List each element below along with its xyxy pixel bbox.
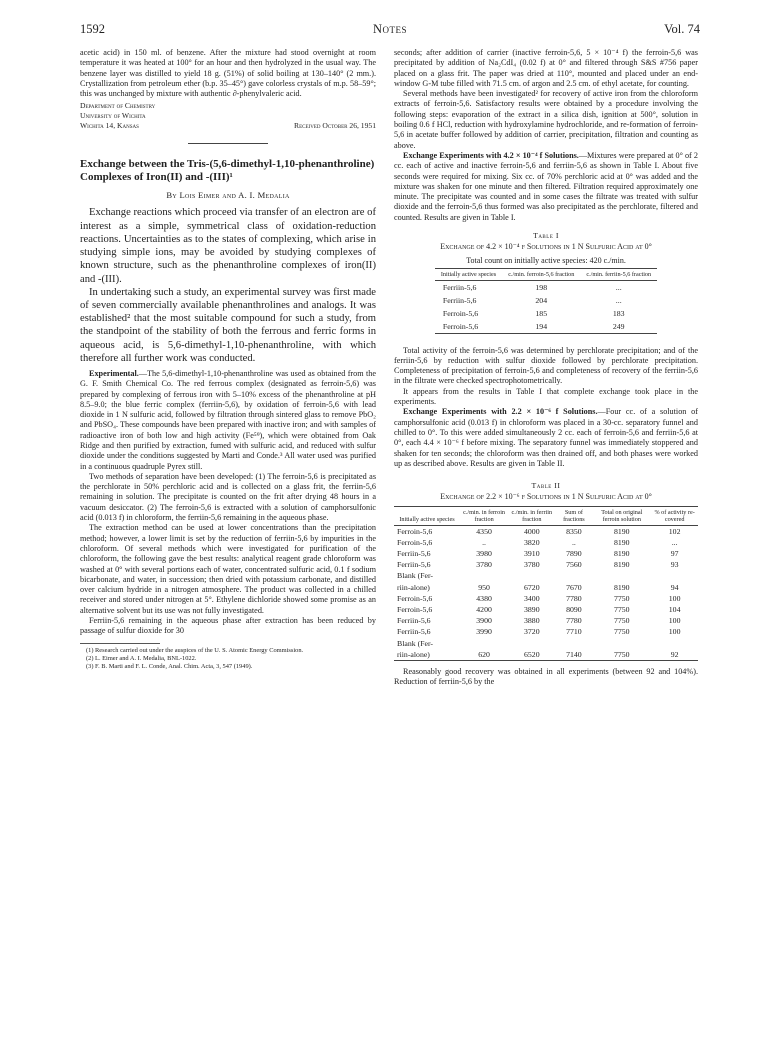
value-cell: 7560: [566, 560, 582, 570]
value-cell: 7750: [613, 593, 630, 603]
species-cell: Ferriin-5,6: [397, 616, 431, 626]
table-row: [394, 604, 698, 615]
value-cell: 7750: [613, 605, 630, 615]
value-cell: [592, 638, 651, 649]
value-cell: 7780: [566, 593, 582, 603]
column-header: Total on original ferroin solution: [592, 506, 651, 525]
value-cell: 94: [670, 582, 679, 592]
value-cell: 7710: [566, 627, 582, 637]
table-title: Exchange of 4.2 × 10⁻⁴ f Solutions in 1 N Sulfuric Acid at 0°: [440, 242, 652, 252]
column-header: % of activity re-covered: [651, 506, 698, 525]
value-cell: 3720: [524, 627, 540, 637]
species-cell: Ferriin-5,6: [397, 560, 431, 570]
volume-label: Vol. 74: [664, 22, 700, 36]
value-cell: [460, 638, 508, 649]
value-cell: 3900: [476, 616, 492, 626]
footnote: (2) L. Eimer and A. I. Medalia, BNL-1022.: [86, 654, 197, 662]
table-row: [394, 525, 698, 537]
species-cell: Ferroin-5,6: [397, 526, 433, 536]
right-column: [394, 48, 698, 688]
footnote: (3) F. B. Marti and F. L. Conde, Anal. Chim. Acta, 3, 547 (1949).: [86, 662, 253, 670]
value-cell: [592, 570, 651, 581]
table-row: [394, 615, 698, 626]
value-cell: 204: [535, 295, 548, 305]
value-cell: 100: [668, 593, 681, 603]
value-cell: ...: [615, 295, 622, 305]
paragraph: Two methods of separation have been developed: (1) The ferroin-5,6 is precipitated as the perchlorate in 50% perchloric acid and is collected on a glass frit, the ferriin-5,6 remaining in solution. The precipitate is counted on the frit after drying 48 hours in a vacuum desiccator. (2) The ferroin-5,6 is extracted with a solution of camphorsulfonic acid (0.013 f) in chloroform, the ferriin-5,6 remaining in the aqueous phase.: [80, 471, 376, 523]
value-cell: 950: [478, 582, 490, 592]
species-cell: Blank (Fer-: [397, 571, 434, 581]
section-divider: [188, 143, 268, 144]
table-row: [394, 626, 698, 637]
table-label: Table II: [531, 481, 561, 491]
address-row: [80, 121, 376, 131]
table-row: [394, 570, 698, 581]
value-cell: 93: [670, 560, 679, 570]
value-cell: 7750: [613, 616, 630, 626]
footnote: (1) Research carried out under the auspices of the U. S. Atomic Energy Commission.: [86, 646, 304, 654]
section-heading: Exchange Experiments with 2.2 × 10⁻⁶ f Solutions.: [403, 407, 598, 417]
table-row: [394, 593, 698, 604]
section-heading: Experimental.: [89, 368, 139, 378]
left-column: [80, 48, 376, 671]
table-row: [435, 307, 657, 320]
value-cell: 7890: [566, 549, 582, 559]
table-row: [435, 280, 657, 294]
value-cell: 7750: [613, 627, 630, 637]
value-cell: 3890: [524, 605, 540, 615]
value-cell: 4000: [524, 526, 540, 536]
value-cell: [555, 570, 592, 581]
table-row: [394, 537, 698, 548]
table-body: [394, 525, 698, 660]
paragraph: Several methods have been investigated² for recovery of active iron from the chloroform extracts of ferroin-5,6. Satisfactory results were obtained by a procedure involving the following steps: evaporation of the extract in a silica dish, ignition at 500°, solution in boiling 0.6 f HCl, reduction with hydroxylamine hydrochloride, and re-formation of ferroin-5,6 in acetate buffer followed by addition of carrier, precipitation, filtration and counting as above.: [394, 89, 698, 150]
value-cell: 185: [535, 308, 548, 318]
paragraph: acetic acid) in 150 ml. of benzene. After the mixture had stood overnight at room temperature it was heated at 100° for an hour and then hydrolyzed in the usual way. The benzene layer was distilled to yield 18 g. (51%) of solid boiling at 130–140° (2 mm.). Crystallization from petroleum ether (b.p. 35–45°) gave colorless crystals of m.p. 58–59°; this was unchanged by mixture with authentic ∂-phenylvaleric acid.: [80, 48, 376, 99]
paragraph-text: —Mixtures were prepared at 0° of 2 cc. each of active and inactive ferroin-5,6 and ferriin-5,6 as shown in Table I. About five seconds were required for mixing. Six cc. of 70% perchloric acid at 0° was added and the mixture was shaken for one minute and then filtered. Filtration required approximately one minute. The precipitate was counted and in some cases the filtrate was treated with sulfur dioxide and the ferroin-5,6 thus formed was also precipitated as the perchlorate, filtered and counted. Results are given in Table I.: [394, 150, 698, 222]
species-cell: Ferroin-5,6: [397, 537, 433, 547]
value-cell: 7670: [566, 582, 582, 592]
column-header: c./min. ferroin-5,6 fraction: [502, 268, 580, 280]
value-cell: 183: [612, 308, 625, 318]
value-cell: 3400: [524, 593, 540, 603]
value-cell: 100: [668, 627, 681, 637]
article-title: Exchange between the Tris-(5,6-dimethyl-1,10-phenanthroline) Complexes of Iron(II) and -(III)¹: [80, 158, 375, 184]
value-cell: [651, 570, 698, 581]
table-row: [394, 649, 698, 661]
value-cell: 6520: [524, 649, 540, 659]
table-row: [394, 548, 698, 559]
value-cell: 4380: [476, 593, 492, 603]
species-cell: Ferroin-5,6: [442, 308, 479, 318]
species-cell: Ferriin-5,6: [397, 549, 431, 559]
value-cell: ..: [482, 537, 487, 547]
column-header: Initially active species: [435, 268, 502, 280]
value-cell: 8090: [566, 605, 582, 615]
page-header: [80, 22, 700, 38]
species-cell: Ferriin-5,6: [442, 282, 477, 292]
page-number: 1592: [80, 22, 105, 36]
value-cell: 198: [535, 282, 548, 292]
address-line: Wichita 14, Kansas: [80, 121, 139, 131]
paragraph-text: —The 5,6-dimethyl-1,10-phenanthroline was used as obtained from the G. F. Smith Chemical Co. The red ferrous complex (designated as ferroin-5,6) was prepared by complexing of ferrous iron with 5–10% excess of the phenanthroline at pH 8.5–9.0; the blue ferric complex (ferriin-5,6), by oxidation of ferroin-5,6 with lead dioxide in 1 N sulfuric acid, followed by filtration through sintered glass to remove PbO₂ and PbSO₄. These compounds have been prepared with inactive iron; and with samples of radioactive iron of both low and high activity (Fe⁵⁹), which were obtained from Oak Ridge and then purified by extraction, fumed with sulfuric acid, and reduced with sulfur dioxide under the conditions suggested by Marti and Conde.³ All water used was purified in a continuous quadruple Pyrex still.: [80, 368, 376, 471]
section-heading: Exchange Experiments with 4.2 × 10⁻⁴ f Solutions.: [403, 150, 579, 160]
value-cell: ...: [615, 282, 622, 292]
value-cell: 8350: [566, 526, 582, 536]
paragraph: It appears from the results in Table I that complete exchange took place in the experiments.: [394, 386, 698, 407]
value-cell: 8190: [613, 560, 630, 570]
address-line: University of Wichita: [80, 111, 146, 121]
column-header: Initially active species: [394, 506, 460, 525]
value-cell: 3980: [476, 549, 492, 559]
value-cell: 97: [670, 549, 679, 559]
article-authors: By Lois Eimer and A. I. Medalia: [166, 190, 290, 201]
value-cell: 3880: [524, 616, 540, 626]
value-cell: [555, 638, 592, 649]
value-cell: ..: [571, 537, 576, 547]
value-cell: 3820: [524, 537, 540, 547]
value-cell: 102: [668, 526, 681, 536]
value-cell: [508, 638, 555, 649]
species-cell: riin-alone): [397, 649, 430, 659]
column-header: c./min. in ferroin fraction: [460, 506, 508, 525]
value-cell: 8190: [613, 549, 630, 559]
value-cell: 8190: [613, 582, 630, 592]
paragraph: seconds; after addition of carrier (inactive ferroin-5,6, 5 × 10⁻⁴ f) the ferroin-5,6 was precipitated by addition of Na₂CdI₄ (0.02 f) at 0° and filtered through S&S #756 paper placed on a glass frit. The paper was dried at 110°, mounted and placed under an end-window G-M tube filled with 71.5 cm. of argon and 2.5 cm. of ethyl acetate, for counting.: [394, 48, 698, 88]
footnote-divider: [80, 643, 160, 644]
experimental-paragraph: [80, 369, 376, 472]
intro-paragraph: Exchange reactions which proceed via transfer of an electron are of interest as a simple, symmetrical class of oxidation-reduction reactions. Uncertainties as to the states of complexing, which arise in studying simple ions, may be avoided by studying complexes of known structure, such as the phenanthroline complexes of iron(II) and -(III).: [80, 207, 376, 285]
intro-paragraph: In undertaking such a study, an experimental survey was first made of seven commercially available phenanthrolines and analogs. It was established² that the most suitable compound for such a study, from the standpoint of the stability of both the ferrous and ferric forms in aqueous acid, is 5,6-dimethyl-1,10-phenanthroline, with which therefore all further work was conducted.: [80, 286, 376, 364]
table-row: [394, 638, 698, 649]
value-cell: 6720: [524, 582, 540, 592]
table-title: Exchange of 2.2 × 10⁻⁶ f Solutions in 1 N Sulfuric Acid at 0°: [440, 492, 652, 502]
value-cell: [460, 570, 508, 581]
table-body: [435, 280, 657, 333]
column-header: c./min. ferriin-5,6 fraction: [580, 268, 657, 280]
species-cell: Ferriin-5,6: [442, 295, 477, 305]
value-cell: 7140: [566, 649, 582, 659]
value-cell: 249: [612, 321, 625, 331]
table-label: Table I: [533, 231, 559, 241]
species-cell: Ferriin-5,6: [397, 627, 431, 637]
value-cell: 8190: [613, 526, 630, 536]
species-cell: Blank (Fer-: [397, 638, 434, 648]
table-row: [435, 320, 657, 334]
column-header: c./min. in ferriin fraction: [508, 506, 555, 525]
value-cell: 3780: [476, 560, 492, 570]
value-cell: [508, 570, 555, 581]
value-cell: 4200: [476, 605, 492, 615]
exchange-paragraph: [394, 407, 698, 469]
address-line: Department of Chemistry: [80, 101, 156, 111]
paragraph: Total activity of the ferroin-5,6 was determined by perchlorate precipitation; and of the ferriin-5,6 by reduction with sulfur dioxide followed by perchlorate precipitation. Completeness of precipitation of ferroin-5,6 and completeness of recovery of the ferriin-5,6 in the filtrate were checked spectrophotometrically.: [394, 345, 698, 386]
paragraph: Ferriin-5,6 remaining in the aqueous phase after extraction has been reduced by passage of sulfur dioxide for 30: [80, 616, 376, 636]
table-row: [394, 559, 698, 570]
running-title: Notes: [372, 22, 408, 36]
species-cell: Ferroin-5,6: [397, 593, 433, 603]
value-cell: 104: [668, 605, 681, 615]
value-cell: 3910: [524, 549, 540, 559]
received-date: Received October 26, 1951: [294, 121, 376, 131]
value-cell: 7750: [613, 649, 630, 659]
species-cell: Ferroin-5,6: [397, 605, 433, 615]
species-cell: riin-alone): [397, 582, 430, 592]
value-cell: 100: [668, 616, 681, 626]
value-cell: 620: [478, 649, 490, 659]
value-cell: 3780: [524, 560, 540, 570]
table-row: [394, 582, 698, 593]
value-cell: [651, 638, 698, 649]
affiliation: [80, 101, 376, 131]
value-cell: 8190: [613, 537, 630, 547]
value-cell: 3990: [476, 627, 492, 637]
table-row: [435, 294, 657, 307]
table-1: [435, 268, 657, 334]
value-cell: 7780: [566, 616, 582, 626]
column-header: Sum of fractions: [555, 506, 592, 525]
species-cell: Ferroin-5,6: [442, 321, 479, 331]
table-2: [394, 506, 698, 661]
value-cell: 194: [535, 321, 548, 331]
paragraph: Reasonably good recovery was obtained in all experiments (between 92 and 104%). Reduction of ferriin-5,6 by the: [394, 667, 698, 687]
paragraph: The extraction method can be used at lower concentrations than the precipitation method; however, a lower limit is set by the reduction of ferriin-5,6 by impurities in the chloroform. Of several methods which were investigated for purification of the chloroform, the following gave the best results: analytical reagent grade chloroform was washed at 0° with several portions each of water, concentrated sulfuric acid, 0.1 f sodium bicarbonate, and water, in succession; then dried with potassium carbonate, and distilled over calcium hydride in a nitrogen atmosphere. The product was collected in a chilled receiver and stored under nitrogen at 5°. Ethylene dichloride showed some promise as an alternative solvent but its use was not fully investigated.: [80, 523, 376, 615]
value-cell: 92: [670, 649, 679, 659]
paragraph-text: —Four cc. of a solution of camphorsulfonic acid (0.013 f) in chloroform was placed in a 30-cc. separatory funnel and chilled to 0°. To this were added simultaneously 2 cc. each of ferroin-5,6 and ferriin-5,6 at 0°, each 4.4 × 10⁻⁶ f before mixing. The separatory funnel was immediately stoppered and shaken for ten seconds; the chloroform was then drained off, and both phases were worked up as described above. Results are given in Table II.: [394, 407, 698, 468]
exchange-paragraph: [394, 151, 698, 223]
value-cell: ...: [671, 537, 678, 547]
table-note: Total count on initially active species: 420 c./min.: [466, 255, 626, 265]
value-cell: 4350: [476, 526, 492, 536]
